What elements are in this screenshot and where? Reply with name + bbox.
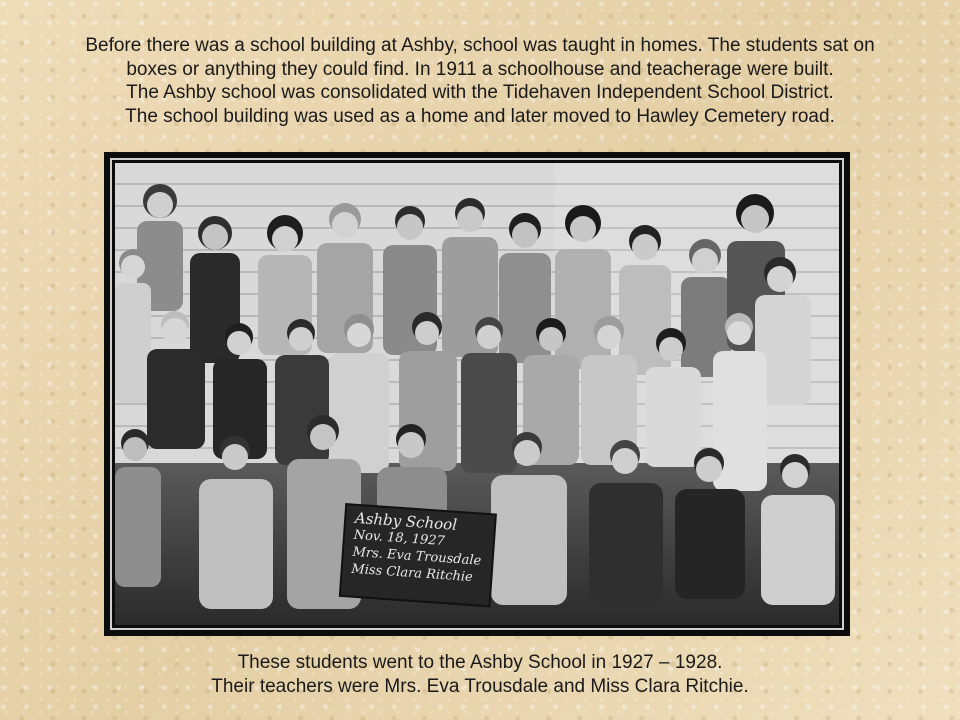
intro-text (10, 34, 950, 128)
photo-frame (104, 152, 850, 636)
intro-line-1: Before there was a school building at Ashby, school was taught in homes. The students sat on (85, 35, 875, 56)
caption-line-1: These students went to the Ashby School in 1927 – 1928. (237, 652, 723, 673)
photo-frame-inner (110, 158, 844, 630)
photo-caption (10, 651, 950, 698)
slate-line-4: Miss Clara Ritchie (350, 561, 474, 586)
intro-line-3: The Ashby school was consolidated with the Tidehaven Independent School District. (126, 82, 834, 103)
intro-line-2: boxes or anything they could find. In 1911 a schoolhouse and teacherage were built. (126, 58, 834, 80)
class-photo (115, 163, 839, 625)
slate-line-1: Ashby School (354, 508, 458, 534)
caption-line-2: Their teachers were Mrs. Eva Trousdale and Miss Clara Ritchie. (211, 675, 749, 697)
intro-line-4: The school building was used as a home and later moved to Hawley Cemetery road. (125, 105, 835, 127)
slate-line-2: Nov. 18, 1927 (353, 527, 446, 550)
slate-inscription (351, 510, 505, 588)
slate-line-3: Mrs. Eva Trousdale (352, 544, 482, 569)
